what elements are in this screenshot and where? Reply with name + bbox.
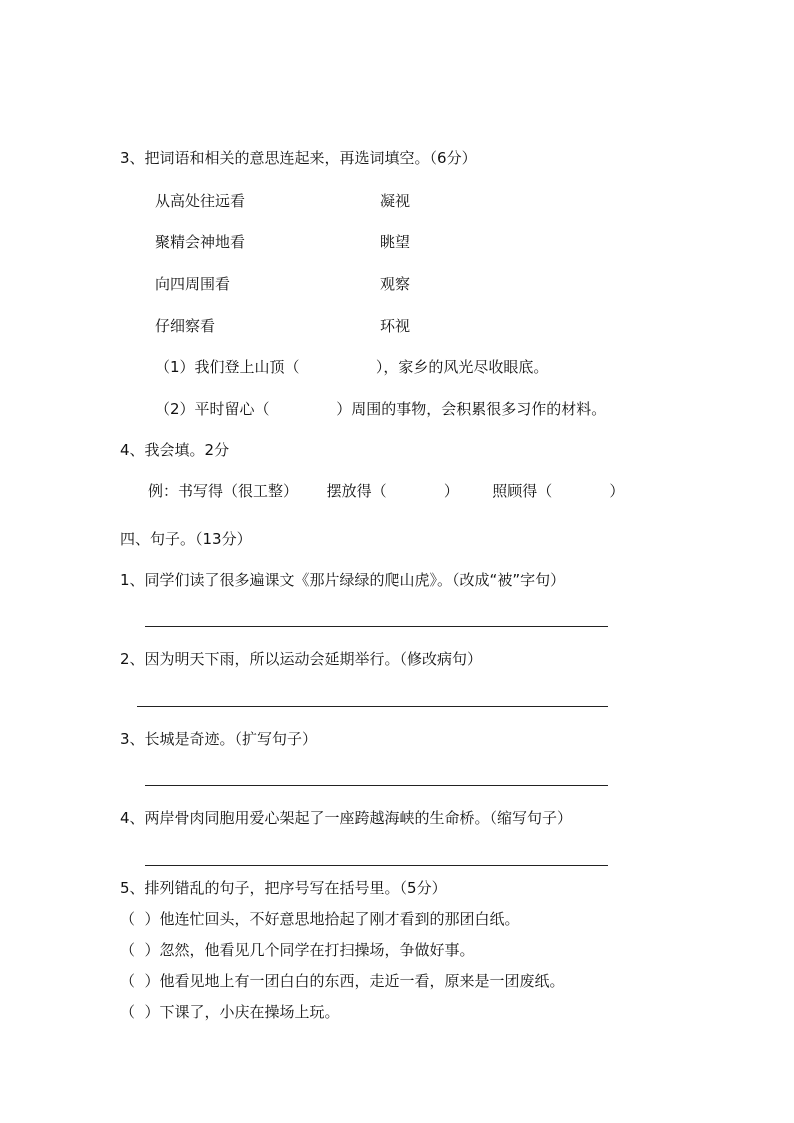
answer-line-3: [145, 785, 608, 786]
meaning-3: 向四周围看: [155, 275, 231, 293]
answer-line-4: [145, 865, 608, 866]
word-2: 眺望: [380, 233, 411, 251]
q4-heading: 4、我会填。2分: [120, 441, 230, 459]
meaning-1: 从高处往远看: [155, 192, 246, 210]
word-3: 观察: [380, 275, 411, 293]
meaning-2: 聚精会神地看: [155, 233, 246, 251]
sentence-q1: 1、同学们读了很多遍课文《那片绿绿的爬山虎》。（改成“被”字句）: [120, 571, 566, 589]
q3-heading: 3、把词语和相关的意思连起来，再选词填空。（6分）: [120, 149, 477, 167]
order-item-3: （ ）他看见地上有一团白白的东西，走近一看，原来是一团废纸。: [120, 972, 565, 990]
sentence-q2: 2、因为明天下雨，所以运动会延期举行。（修改病句）: [120, 650, 483, 668]
order-item-1: （ ）他连忙回头，不好意思地拾起了刚才看到的那团白纸。: [120, 910, 520, 928]
order-item-4: （ ）下课了，小庆在操场上玩。: [120, 1003, 340, 1021]
sentence-q3: 3、长城是奇迹。（扩写句子）: [120, 730, 318, 748]
answer-line-2: [137, 706, 608, 707]
word-1: 凝视: [380, 192, 411, 210]
answer-line-1: [145, 626, 608, 627]
fill-blank-1: （1）我们登上山顶（ ），家乡的风光尽收眼底。: [155, 358, 549, 376]
q4-line: 例：书写得（很工整） 摆放得（ ） 照顾得（ ）: [148, 482, 625, 500]
sentence-q5: 5、排列错乱的句子，把序号写在括号里。（5分）: [120, 879, 447, 897]
order-item-2: （ ）忽然，他看见几个同学在打扫操场，争做好事。: [120, 941, 475, 959]
section4-heading: 四、句子。（13分）: [120, 530, 252, 548]
word-4: 环视: [380, 317, 411, 335]
meaning-4: 仔细察看: [155, 317, 216, 335]
sentence-q4: 4、两岸骨肉同胞用爱心架起了一座跨越海峡的生命桥。（缩写句子）: [120, 809, 573, 827]
fill-blank-2: （2）平时留心（ ）周围的事物，会积累很多习作的材料。: [155, 400, 607, 418]
